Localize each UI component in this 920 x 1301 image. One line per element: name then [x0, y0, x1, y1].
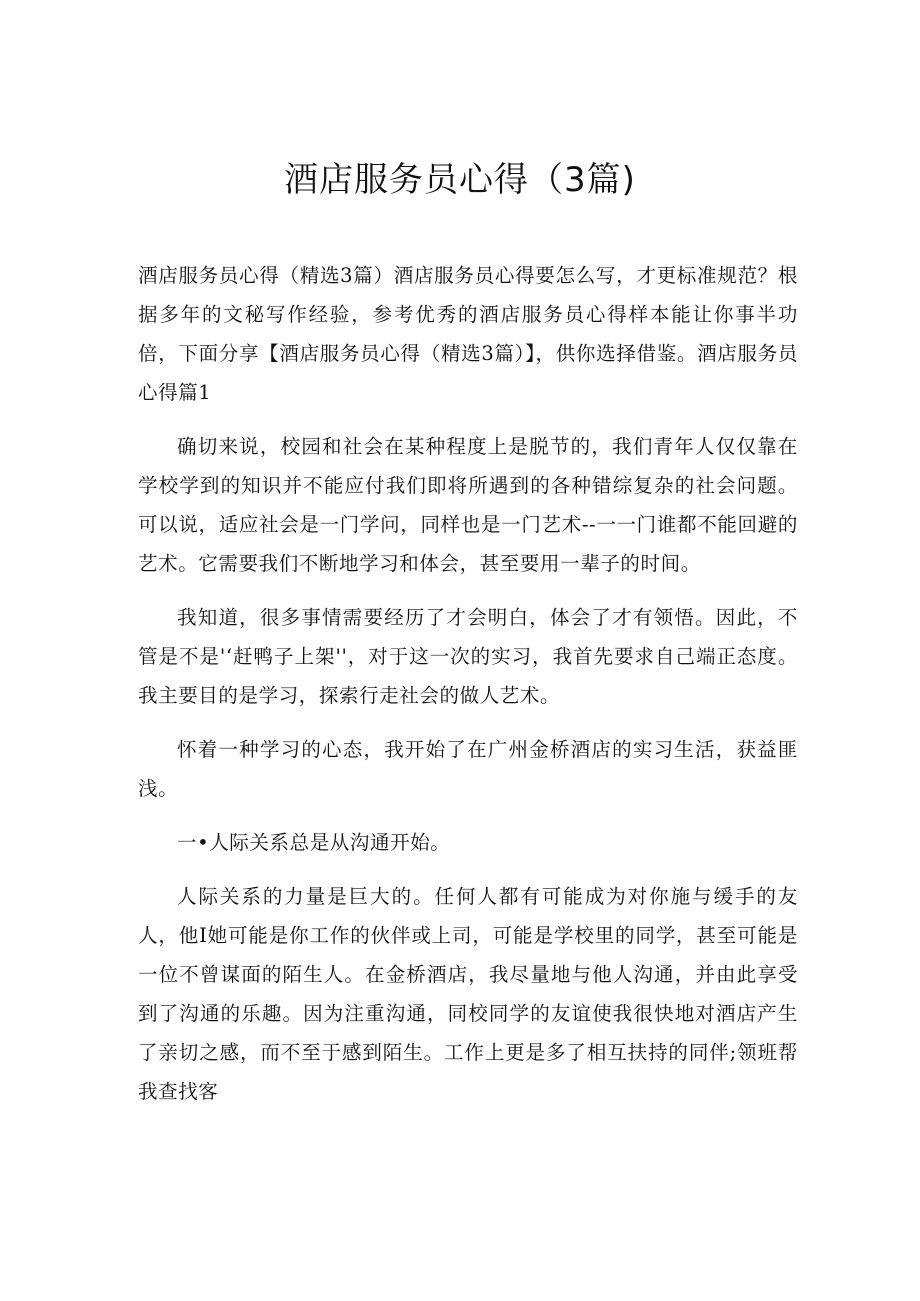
intro-paragraph: 酒店服务员心得（精选3篇）酒店服务员心得要怎么写，才更标准规范？根据多年的文秘写作经验，参考优秀的酒店服务员心得样本能让你事半功倍，下面分享【酒店服务员心得（精选3篇）】，供你选择借鉴。酒店服务员心得篇1	[138, 264, 798, 404]
document-title: 酒店服务员心得（3篇)	[284, 160, 636, 200]
body-paragraph: 我知道，很多事情需要经历了才会明白，体会了才有领悟。因此，不管是不是'‘赶鸭子上架''，对于这一次的实习，我首先要求自己端正态度。我主要目的是学习，探索行走社会的做人艺术。	[138, 606, 798, 707]
section-heading: 一•人际关系总是从沟通开始。	[177, 831, 451, 854]
body-paragraph: 确切来说，校园和社会在某种程度上是脱节的，我们青年人仅仅靠在学校学到的知识并不能应付我们即将所遇到的各种错综复杂的社会问题。可以说，适应社会是一门学问，同样也是一门艺术--一一门谁都不能回避的艺术。它需要我们不断地学习和体会，甚至要用一辈子的时间。	[138, 435, 798, 575]
document-body	[138, 256, 798, 1126]
body-paragraph: 怀着一种学习的心态，我开始了在广州金桥酒店的实习生活，获益匪浅。	[138, 738, 798, 800]
body-paragraph: 人际关系的力量是巨大的。任何人都有可能成为对你施与缓手的友人，他I她可能是你工作的伙伴或上司，可能是学校里的同学，甚至可能是一位不曾谋面的陌生人。在金桥酒店，我尽量地与他人沟通，并由此享受到了沟通的乐趣。因为注重沟通，同校同学的友谊使我很快地对酒店产生了亲切之感，而不至于感到陌生。工作上更是多了相互扶持的同伴;领班帮我查找客	[138, 885, 798, 1103]
